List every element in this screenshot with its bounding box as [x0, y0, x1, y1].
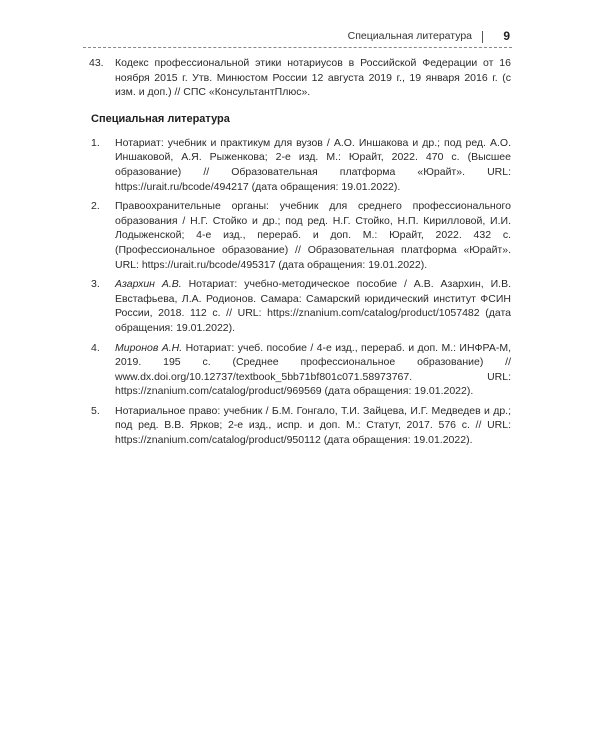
reference-number: 43.	[89, 57, 104, 69]
reference-author: Азархин А.В.	[115, 278, 182, 291]
reference-item-1	[91, 136, 511, 194]
reference-text: Нотариат: учебно-методическое пособие / А.В. Азархин, И.В. Евстафьева, Л.А. Родионов. Самара: Самарский юридический институт ФСИН России, 2018. 112 с. // URL: https://znanium.com/catalog/product/1057482 (дата обращения: 19.01.2022).	[115, 278, 511, 334]
running-header	[347, 29, 510, 46]
reference-number: 5.	[91, 404, 100, 417]
reference-text: Кодекс профессиональной этики нотариусов в Российской Федерации от 16 ноября 2015 г. Утв. Минюстом России 12 августа 2019 г., 19 января 2016 г. (с изм. и доп.) // СПС «КонсультантПлюс».	[115, 57, 511, 99]
header-divider	[482, 31, 483, 43]
running-header-title: Специальная литература	[347, 30, 472, 42]
reference-text: Нотариат: учебник и практикум для вузов / А.О. Иншакова и др.; под ред. А.О. Иншаковой, А.Я. Рыженкова; 2-е изд. М.: Юрайт, 2022. 470 с. (Высшее образование) // Образовательная платформа «Юрайт». URL: https://urait.ru/bcode/494217 (дата обращения: 19.01.2022).	[115, 136, 511, 193]
reference-author: Миронов А.Н.	[115, 341, 183, 354]
reference-item-5	[91, 404, 511, 448]
section-heading: Специальная литература	[91, 112, 230, 125]
reference-number: 2.	[91, 200, 100, 213]
reference-number: 3.	[91, 278, 100, 291]
page-number: 9	[503, 29, 510, 43]
reference-item-4	[91, 341, 511, 399]
reference-text: Правоохранительные органы: учебник для среднего профессионального образования / Н.Г. Стойко и др.; под ред. Н.Г. Стойко, Н.П. Кирилловой, И.И. Лодыженской; 4-е изд., перераб. и доп. М.: Юрайт, 2022. 432 с. (Профессиональное образование) // Образовательная платформа «Юрайт». URL: https://urait.ru/bcode/495317 (дата обращения: 19.01.2022).	[115, 200, 511, 271]
header-rule	[83, 47, 512, 48]
page-body	[91, 56, 511, 453]
reference-item-2	[91, 199, 511, 272]
reference-item-3	[91, 277, 511, 335]
reference-item-43	[91, 56, 511, 100]
reference-number: 4.	[91, 341, 100, 354]
reference-text: Нотариальное право: учебник / Б.М. Гонгало, Т.И. Зайцева, И.Г. Медведев и др.; под ред. В.В. Ярков; 2-е изд., испр. и доп. М.: Статут, 2017. 576 с. // URL: https://znanium.com/catalog/product/950112 (дата обращения: 19.01.2022).	[115, 404, 511, 447]
reference-number: 1.	[91, 136, 100, 149]
reference-text: Нотариат: учеб. пособие / 4-е изд., перераб. и доп. М.: ИНФРА-М, 2019. 195 с. (Среднее профессиональное образование) // www.dx.doi.org/10.12737/textbook_5bb71bf801c071.58973767. URL: https://znanium.com/catalog/product/969569 (дата обращения: 19.01.2022).	[115, 341, 512, 398]
